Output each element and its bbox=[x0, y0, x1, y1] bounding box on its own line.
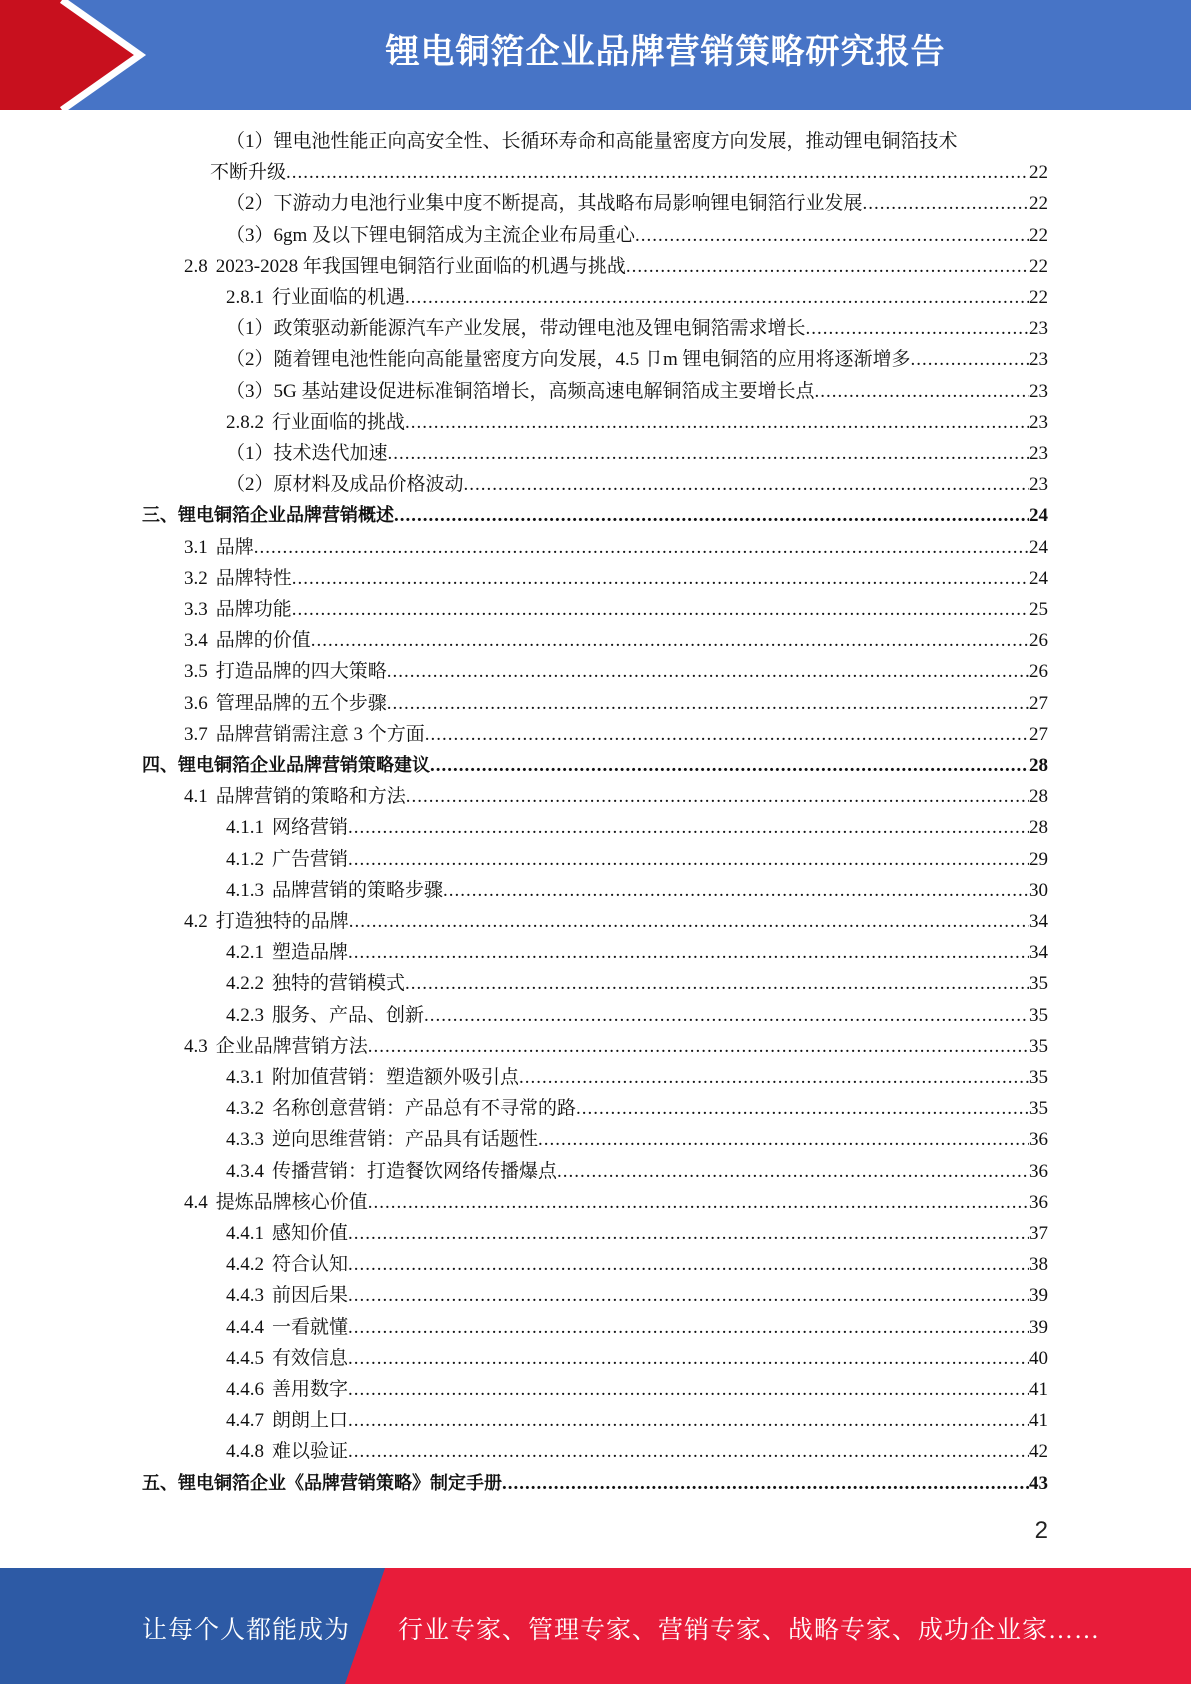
toc-leader-dots bbox=[348, 1374, 1029, 1405]
toc-entry-number: 2.8.2 bbox=[226, 411, 264, 433]
toc-leader-dots bbox=[502, 1468, 1029, 1499]
toc-entry-title: 锂电铜箔企业品牌营销策略建议 bbox=[178, 755, 430, 776]
toc-entry-title: 附加值营销：塑造额外吸引点 bbox=[272, 1067, 520, 1088]
toc-page-number: 28 bbox=[1029, 755, 1048, 776]
toc-entry[interactable] bbox=[226, 188, 1048, 219]
toc-leader-dots bbox=[292, 563, 1029, 594]
toc-leader-dots bbox=[815, 376, 1030, 407]
toc-entry-number: （2） bbox=[226, 474, 274, 496]
toc-entry-number: 4.3.3 bbox=[226, 1129, 264, 1151]
toc-entry[interactable] bbox=[184, 906, 1048, 937]
toc-leader-dots bbox=[348, 1436, 1029, 1467]
toc-page-number: 23 bbox=[1029, 411, 1048, 433]
toc-entry-number: 3.5 bbox=[184, 661, 208, 683]
toc-entry-title: 传播营销：打造餐饮网络传播爆点 bbox=[272, 1160, 558, 1182]
toc-entry-number: 4.1.1 bbox=[226, 817, 264, 839]
toc-leader-dots bbox=[576, 1093, 1029, 1124]
toc-page-number: 35 bbox=[1029, 1067, 1048, 1088]
toc-entry-title: 品牌特性 bbox=[215, 567, 292, 589]
toc-entry[interactable] bbox=[226, 438, 1048, 469]
toc-leader-dots bbox=[254, 532, 1029, 563]
toc-leader-dots bbox=[538, 1124, 1029, 1155]
toc-entry[interactable] bbox=[184, 719, 1048, 750]
toc-page-number: 24 bbox=[1029, 536, 1048, 558]
toc-leader-dots bbox=[292, 594, 1029, 625]
toc-entry-first-line bbox=[226, 126, 958, 157]
toc-page-number: 22 bbox=[1029, 193, 1048, 215]
toc-page-number: 23 bbox=[1029, 349, 1048, 371]
toc-entry[interactable] bbox=[226, 407, 1048, 438]
toc-entry-number: 4.1 bbox=[184, 786, 208, 808]
toc-leader-dots bbox=[348, 1405, 1029, 1436]
toc-entry-number: 五、 bbox=[142, 1472, 178, 1494]
toc-leader-dots bbox=[430, 750, 1029, 781]
toc-entry-number: （2） bbox=[226, 349, 274, 371]
toc-page-number: 23 bbox=[1029, 443, 1048, 464]
toc-entry[interactable] bbox=[226, 1093, 1048, 1124]
toc-entry-title: 企业品牌营销方法 bbox=[215, 1035, 368, 1057]
toc-entry-title: 品牌的价值 bbox=[215, 630, 311, 652]
toc-page-number: 26 bbox=[1029, 661, 1048, 683]
toc-entry-number: 4.4.1 bbox=[226, 1223, 264, 1244]
toc-entry[interactable] bbox=[184, 1031, 1048, 1062]
toc-entry[interactable] bbox=[142, 500, 1048, 531]
toc-page-number: 22 bbox=[1029, 162, 1048, 184]
toc-page-number: 36 bbox=[1029, 1160, 1048, 1182]
toc-page-number: 38 bbox=[1029, 1254, 1048, 1276]
toc-entry[interactable] bbox=[142, 1468, 1048, 1499]
toc-entry[interactable] bbox=[226, 1436, 1048, 1467]
toc-entry[interactable] bbox=[184, 688, 1048, 719]
toc-entry-title: 打造独特的品牌 bbox=[215, 911, 349, 932]
toc-leader-dots bbox=[387, 656, 1029, 687]
toc-entry-number: 3.2 bbox=[184, 567, 208, 589]
toc-entry[interactable] bbox=[226, 313, 1048, 344]
toc-entry-number: 4.2.2 bbox=[226, 973, 264, 995]
toc-entry-title: 下游动力电池行业集中度不断提高，其战略布局影响锂电铜箔行业发展 bbox=[273, 193, 863, 215]
toc-page-number: 22 bbox=[1029, 255, 1048, 277]
toc-page-number: 42 bbox=[1029, 1441, 1048, 1463]
footer-slogan-right: 行业专家、管理专家、营销专家、战略专家、成功企业家…… bbox=[398, 1617, 1101, 1644]
toc-leader-dots bbox=[348, 1218, 1029, 1249]
toc-entry-number: 4.4.7 bbox=[226, 1410, 264, 1432]
toc-entry-title: 善用数字 bbox=[272, 1379, 349, 1400]
toc-entry-number: （2） bbox=[226, 193, 274, 215]
toc-page-number: 24 bbox=[1029, 505, 1048, 527]
toc-entry[interactable] bbox=[226, 344, 1048, 375]
toc-page-number: 28 bbox=[1029, 786, 1048, 808]
toc-leader-dots bbox=[405, 407, 1029, 438]
toc-entry-title: 朗朗上口 bbox=[272, 1410, 349, 1432]
toc-page-number: 22 bbox=[1029, 224, 1048, 246]
toc-page-number: 27 bbox=[1029, 692, 1048, 714]
toc-leader-dots bbox=[348, 1249, 1029, 1280]
toc-entry-number: 4.1.3 bbox=[226, 879, 264, 901]
toc-entry[interactable] bbox=[226, 1249, 1048, 1280]
toc-entry-number: 3.7 bbox=[184, 723, 208, 745]
toc-entry[interactable] bbox=[184, 656, 1048, 687]
toc-entry[interactable] bbox=[226, 968, 1048, 999]
toc-entry-title: 广告营销 bbox=[272, 848, 349, 870]
toc-entry-number: 4.3 bbox=[184, 1035, 208, 1057]
toc-entry-title: 随着锂电池性能向高能量密度方向发展，4.5 卩m 锂电铜箔的应用将逐渐增多 bbox=[273, 349, 911, 371]
toc-leader-dots bbox=[405, 282, 1029, 313]
toc-leader-dots bbox=[405, 968, 1029, 999]
toc-leader-dots bbox=[368, 1031, 1029, 1062]
page-header bbox=[0, 0, 1191, 110]
toc-page-number: 28 bbox=[1029, 817, 1048, 839]
toc-entry-title: 名称创意营销：产品总有不寻常的路 bbox=[272, 1098, 577, 1120]
toc-entry-title: 5G 基站建设促进标准铜箔增长，高频高速电解铜箔成主要增长点 bbox=[273, 380, 815, 402]
toc-entry[interactable] bbox=[226, 1280, 1048, 1311]
toc-entry-number: （1） bbox=[226, 131, 274, 152]
toc-entry-number: 4.3.4 bbox=[226, 1160, 264, 1182]
toc-entry[interactable] bbox=[184, 781, 1048, 812]
toc-leader-dots bbox=[635, 220, 1029, 251]
toc-entry-title: 服务、产品、创新 bbox=[272, 1004, 425, 1026]
toc-entry-number: 三、 bbox=[142, 505, 178, 527]
toc-entry-title: 难以验证 bbox=[272, 1441, 349, 1463]
toc-page-number: 43 bbox=[1029, 1472, 1048, 1494]
toc-entry[interactable] bbox=[226, 844, 1048, 875]
toc-entry[interactable] bbox=[184, 625, 1048, 656]
toc-entry-title: 锂电池性能正向高安全性、长循环寿命和高能量密度方向发展，推动锂电铜箔技术 bbox=[273, 131, 958, 152]
toc-leader-dots bbox=[626, 251, 1029, 282]
toc-entry-number: 4.4.5 bbox=[226, 1347, 264, 1369]
toc-entry-title: 政策驱动新能源汽车产业发展，带动锂电池及锂电铜箔需求增长 bbox=[273, 318, 806, 340]
toc-leader-dots bbox=[911, 344, 1029, 375]
toc-entry[interactable] bbox=[226, 1374, 1048, 1405]
toc-entry-title: 锂电铜箔企业《品牌营销策略》制定手册 bbox=[178, 1472, 502, 1494]
toc-entry-number: （1） bbox=[226, 318, 274, 340]
toc-entry-number: 4.1.2 bbox=[226, 848, 264, 870]
toc-leader-dots bbox=[464, 469, 1029, 500]
toc-entry-number: 4.4.6 bbox=[226, 1379, 264, 1400]
toc-entry-number: （3） bbox=[226, 380, 274, 402]
document-title: 锂电铜箔企业品牌营销策略研究报告 bbox=[385, 32, 946, 72]
toc-entry-title: 锂电铜箔企业品牌营销概述 bbox=[178, 505, 394, 527]
toc-page-number: 25 bbox=[1029, 599, 1048, 620]
toc-entry[interactable] bbox=[226, 875, 1048, 906]
toc-leader-dots bbox=[387, 688, 1029, 719]
toc-entry-title: 2023-2028 年我国锂电铜箔行业面临的机遇与挑战 bbox=[215, 255, 626, 277]
toc-leader-dots bbox=[394, 500, 1029, 531]
toc-leader-dots bbox=[406, 781, 1029, 812]
toc-entry-number: （1） bbox=[226, 443, 274, 464]
toc-leader-dots bbox=[348, 1343, 1029, 1374]
toc-entry-title: 品牌营销需注意 3 个方面 bbox=[215, 723, 425, 745]
toc-page-number: 39 bbox=[1029, 1285, 1048, 1307]
toc-entry[interactable] bbox=[226, 812, 1048, 843]
toc-entry-number: 2.8.1 bbox=[226, 287, 264, 308]
toc-page-number: 34 bbox=[1029, 911, 1048, 932]
toc-entry[interactable] bbox=[226, 469, 1048, 500]
toc-entry-number: 3.1 bbox=[184, 536, 208, 558]
toc-leader-dots bbox=[443, 875, 1029, 906]
toc-entry[interactable] bbox=[184, 532, 1048, 563]
toc-leader-dots bbox=[388, 438, 1029, 469]
toc-entry[interactable] bbox=[226, 1343, 1048, 1374]
toc-page-number: 35 bbox=[1029, 1004, 1048, 1026]
toc-page-number: 23 bbox=[1029, 318, 1048, 340]
toc-entry-title: 独特的营销模式 bbox=[272, 973, 406, 995]
toc-leader-dots bbox=[863, 188, 1029, 219]
toc-page-number: 36 bbox=[1029, 1191, 1048, 1213]
toc-entry-title: 行业面临的挑战 bbox=[272, 411, 406, 433]
toc-entry-title: 有效信息 bbox=[272, 1347, 349, 1369]
toc-page-number: 39 bbox=[1029, 1316, 1048, 1338]
page-footer bbox=[0, 1568, 1191, 1684]
toc-entry-number: 4.2.3 bbox=[226, 1004, 264, 1026]
toc-entry-title: 品牌 bbox=[215, 536, 254, 558]
toc-entry[interactable] bbox=[226, 1000, 1048, 1031]
toc-entry-title: 逆向思维营销：产品具有话题性 bbox=[272, 1129, 539, 1151]
toc-entry-number: 4.4.4 bbox=[226, 1316, 264, 1338]
toc-page-number: 24 bbox=[1029, 567, 1048, 589]
toc-entry-number: 4.4.2 bbox=[226, 1254, 264, 1276]
toc-entry-number: 3.3 bbox=[184, 599, 208, 620]
toc-entry-title: 品牌功能 bbox=[215, 599, 292, 620]
toc-entry[interactable] bbox=[226, 220, 1048, 251]
toc-entry-title: 感知价值 bbox=[272, 1223, 349, 1244]
toc-page-number: 29 bbox=[1029, 848, 1048, 870]
toc-page-number: 41 bbox=[1029, 1410, 1048, 1432]
toc-leader-dots bbox=[806, 313, 1029, 344]
toc-leader-dots bbox=[557, 1156, 1029, 1187]
toc-entry-number: 2.8 bbox=[184, 255, 208, 277]
toc-page-number: 27 bbox=[1029, 723, 1048, 745]
toc-leader-dots bbox=[348, 937, 1029, 968]
toc-entry-title: 前因后果 bbox=[272, 1285, 349, 1307]
toc-entry-number: 4.3.1 bbox=[226, 1067, 264, 1088]
toc-leader-dots bbox=[311, 625, 1029, 656]
toc-page-number: 26 bbox=[1029, 630, 1048, 652]
toc-leader-dots bbox=[425, 719, 1029, 750]
toc-entry[interactable] bbox=[226, 1405, 1048, 1436]
toc-page-number: 37 bbox=[1029, 1223, 1048, 1244]
toc-page-number: 23 bbox=[1029, 380, 1048, 402]
toc-entry-title: 管理品牌的五个步骤 bbox=[215, 692, 387, 714]
toc-leader-dots bbox=[349, 906, 1029, 937]
footer-slogan-left: 让每个人都能成为 bbox=[142, 1617, 351, 1644]
toc-page-number: 41 bbox=[1029, 1379, 1048, 1400]
toc-entry[interactable] bbox=[226, 937, 1048, 968]
toc-entry-number: 4.2 bbox=[184, 911, 208, 932]
toc-entry-number: 4.4.8 bbox=[226, 1441, 264, 1463]
toc-entry-number: 4.4 bbox=[184, 1191, 208, 1213]
toc-entry-title: 打造品牌的四大策略 bbox=[215, 661, 387, 683]
toc-entry-title: 品牌营销的策略步骤 bbox=[272, 879, 444, 901]
toc-entry-number: 3.4 bbox=[184, 630, 208, 652]
toc-leader-dots bbox=[519, 1062, 1029, 1093]
toc-entry-title: 6gm 及以下锂电铜箔成为主流企业布局重心 bbox=[273, 224, 636, 246]
toc-entry-number: 4.4.3 bbox=[226, 1285, 264, 1307]
toc-page-number: 35 bbox=[1029, 973, 1048, 995]
toc-entry[interactable] bbox=[226, 282, 1048, 313]
toc-leader-dots bbox=[348, 1280, 1029, 1311]
page-number: 2 bbox=[1034, 1517, 1048, 1544]
toc-entry[interactable] bbox=[226, 1124, 1048, 1155]
toc-leader-dots bbox=[348, 812, 1029, 843]
toc-page-number: 40 bbox=[1029, 1347, 1048, 1369]
toc-entry-number: （3） bbox=[226, 224, 274, 246]
toc-entry-title: 品牌营销的策略和方法 bbox=[215, 786, 406, 808]
toc-entry-title: 提炼品牌核心价值 bbox=[215, 1191, 368, 1213]
toc-entry[interactable] bbox=[142, 750, 1048, 781]
toc-leader-dots bbox=[368, 1187, 1029, 1218]
toc-entry[interactable] bbox=[226, 1312, 1048, 1343]
toc-entry[interactable] bbox=[184, 563, 1048, 594]
toc-entry[interactable] bbox=[226, 1156, 1048, 1187]
toc-page-number: 30 bbox=[1029, 879, 1048, 901]
toc-page-number: 36 bbox=[1029, 1129, 1048, 1151]
toc-entry-title: 技术迭代加速 bbox=[273, 443, 388, 464]
toc-page-number: 22 bbox=[1029, 287, 1048, 308]
toc-entry-number: 四、 bbox=[142, 755, 178, 776]
toc-entry[interactable] bbox=[226, 376, 1048, 407]
toc-leader-dots bbox=[348, 844, 1029, 875]
toc-entry-title: 原材料及成品价格波动 bbox=[273, 474, 464, 496]
toc-entry[interactable] bbox=[184, 1187, 1048, 1218]
toc-entry-title: 网络营销 bbox=[272, 817, 349, 839]
toc-entry[interactable] bbox=[184, 594, 1048, 625]
toc-entry-title: 塑造品牌 bbox=[272, 942, 349, 964]
toc-entry-title: 行业面临的机遇 bbox=[272, 287, 406, 308]
toc-page-number: 23 bbox=[1029, 474, 1048, 496]
toc-page-number: 34 bbox=[1029, 942, 1048, 964]
toc-entry[interactable] bbox=[226, 1062, 1048, 1093]
toc-page-number: 35 bbox=[1029, 1035, 1048, 1057]
toc-entry[interactable] bbox=[184, 251, 1048, 282]
toc-entry-number: 3.6 bbox=[184, 692, 208, 714]
toc-entry[interactable] bbox=[210, 157, 1048, 188]
toc-leader-dots bbox=[348, 1312, 1029, 1343]
toc-entry-number: 4.3.2 bbox=[226, 1098, 264, 1120]
toc-entry-title: 不断升级 bbox=[210, 162, 287, 184]
toc-leader-dots bbox=[286, 157, 1029, 188]
toc-entry-title: 符合认知 bbox=[272, 1254, 349, 1276]
toc-leader-dots bbox=[424, 1000, 1029, 1031]
toc-page-number: 35 bbox=[1029, 1098, 1048, 1120]
toc-entry-title: 一看就懂 bbox=[272, 1316, 349, 1338]
toc-entry[interactable] bbox=[226, 1218, 1048, 1249]
toc-entry-number: 4.2.1 bbox=[226, 942, 264, 964]
